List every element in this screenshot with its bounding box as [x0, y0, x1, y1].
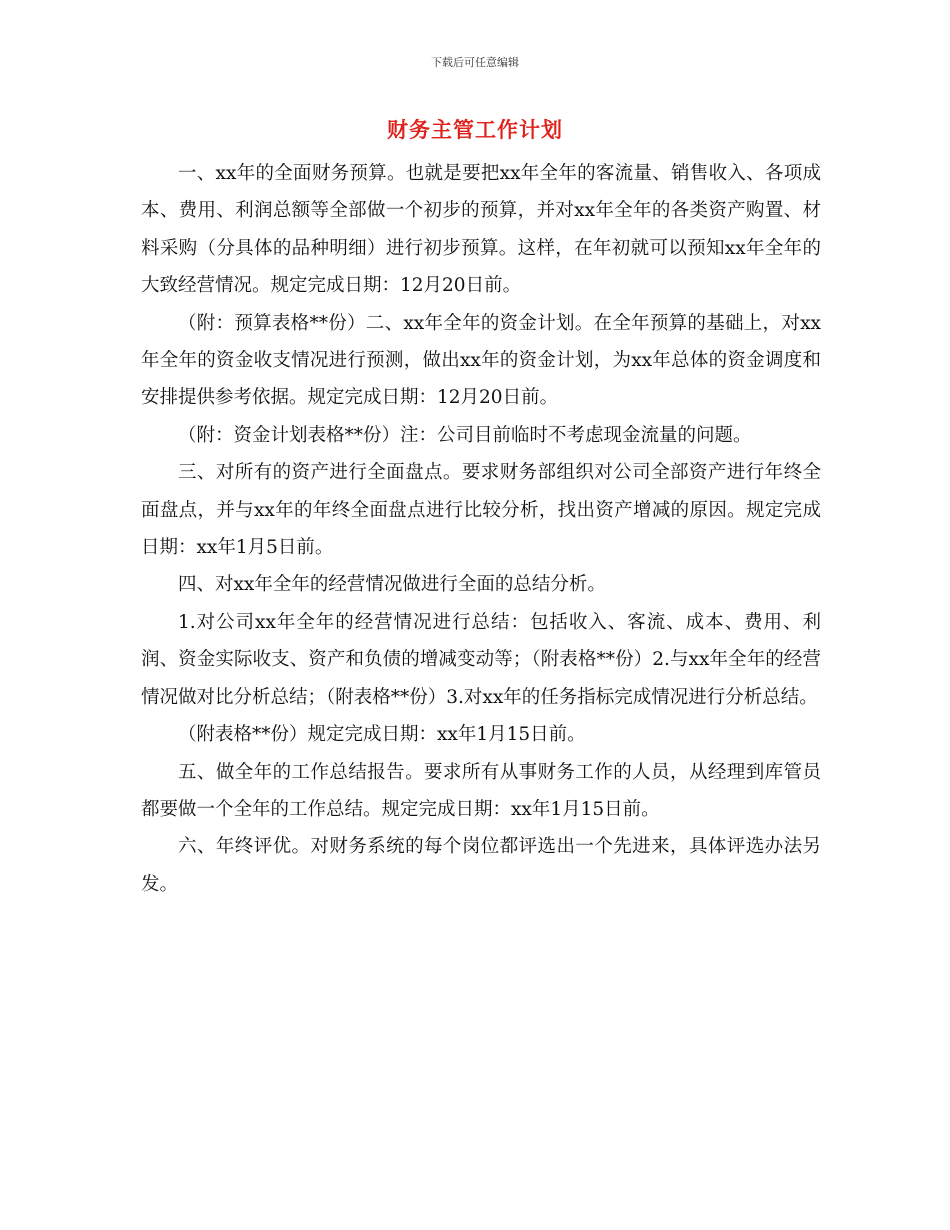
- paragraph-work-report: 五、做全年的工作总结报告。要求所有从事财务工作的人员，从经理到库管员都要做一个全年的工作总结。规定完成日期：xx年1月15日前。: [141, 761, 821, 820]
- paragraph-summary-items: 1.对公司xx年全年的经营情况进行总结：包括收入、客流、成本、费用、利润、资金实际收支、资产和负债的增减变动等；（附表格**份）2.与xx年全年的经营情况做对比分析总结；（附表格**份）3.对xx年的任务指标完成情况进行分析总结。: [141, 611, 821, 708]
- paragraph-fund-note: （附：资金计划表格**份）注：公司目前临时不考虑现金流量的问题。: [178, 424, 752, 446]
- header-note: 下载后可任意编辑: [431, 56, 519, 69]
- paragraph-year-end-award: 六、年终评优。对财务系统的每个岗位都评选出一个先进来，具体评选办法另发。: [141, 836, 821, 895]
- document-body: [141, 155, 821, 903]
- paragraph-fund-plan: （附：预算表格**份）二、xx年全年的资金计划。在全年预算的基础上，对xx年全年的资金收支情况进行预测，做出xx年的资金计划，为xx年总体的资金调度和安排提供参考依据。规定完成日期：12月20日前。: [141, 312, 821, 409]
- document-title: 财务主管工作计划: [387, 118, 563, 142]
- paragraph-asset-inventory: 三、对所有的资产进行全面盘点。要求财务部组织对公司全部资产进行年终全面盘点，并与xx年的年终全面盘点进行比较分析，找出资产增减的原因。规定完成日期：xx年1月5日前。: [141, 462, 821, 559]
- paragraph-budget: 一、xx年的全面财务预算。也就是要把xx年全年的客流量、销售收入、各项成本、费用、利润总额等全部做一个初步的预算，并对xx年全年的各类资产购置、材料采购（分具体的品种明细）进行初步预算。这样，在年初就可以预知xx年全年的大致经营情况。规定完成日期：12月20日前。: [141, 163, 821, 297]
- paragraph-summary-deadline: （附表格**份）规定完成日期：xx年1月15日前。: [178, 724, 586, 746]
- paragraph-operations-summary: 四、对xx年全年的经营情况做进行全面的总结分析。: [178, 574, 606, 596]
